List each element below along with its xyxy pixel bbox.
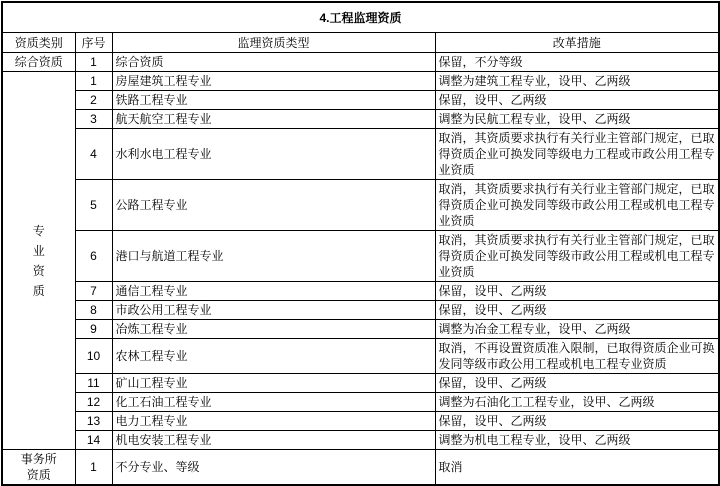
cell-measure: 保留，设甲、乙两级 [435,301,719,320]
cell-type: 市政公用工程专业 [112,301,435,320]
cell-measure: 调整为石油化工工程专业，设甲、乙两级 [435,393,719,412]
cell-seq: 1 [75,72,112,91]
cell-measure: 调整为民航工程专业，设甲、乙两级 [435,110,719,129]
table-row [2,129,719,180]
table-row [2,431,719,450]
cell-type: 农林工程专业 [112,339,435,374]
cell-measure: 取消，其资质要求执行有关行业主管部门规定，已取得资质企业可换发同等级电力工程或市政公用工程专业资质 [435,129,719,180]
cell-measure: 调整为建筑工程专业，设甲、乙两级 [435,72,719,91]
table-row [2,450,719,486]
cell-seq: 2 [75,91,112,110]
cell-type: 矿山工程专业 [112,374,435,393]
table-row [2,110,719,129]
cell-seq: 10 [75,339,112,374]
cell-type: 房屋建筑工程专业 [112,72,435,91]
table-row [2,301,719,320]
table-row [2,339,719,374]
cell-measure: 取消，其资质要求执行有关行业主管部门规定，已取得资质企业可换发同等级市政公用工程或机电工程专业资质 [435,180,719,231]
cell-type: 综合资质 [112,53,435,72]
cell-type: 港口与航道工程专业 [112,231,435,282]
col-header-measure: 改革措施 [435,33,719,53]
firm-category-label: 事务所资质 [20,452,57,482]
cell-measure: 取消，不再设置资质准入限制，已取得资质企业可换发同等级市政公用工程或机电工程专业资质 [435,339,719,374]
title-row [2,2,719,33]
table-row [2,72,719,91]
cell-measure: 保留，不分等级 [435,53,719,72]
cell-seq: 4 [75,129,112,180]
cell-type: 冶炼工程专业 [112,320,435,339]
cell-measure: 保留，设甲、乙两级 [435,282,719,301]
table-row [2,393,719,412]
cell-type: 公路工程专业 [112,180,435,231]
col-header-category: 资质类别 [2,33,75,53]
cell-seq: 6 [75,231,112,282]
vertical-category-label: 专业资质 [32,223,45,298]
cell-measure: 取消，其资质要求执行有关行业主管部门规定，已取得资质企业可换发同等级市政公用工程或机电工程专业资质 [435,231,719,282]
cell-type: 不分专业、等级 [112,450,435,486]
table-row [2,180,719,231]
table-row [2,91,719,110]
table-row [2,282,719,301]
cell-seq: 13 [75,412,112,431]
header-row [2,33,719,53]
table-row [2,320,719,339]
table-row [2,53,719,72]
qualification-table [1,1,720,486]
cell-seq: 3 [75,110,112,129]
cell-measure: 调整为机电工程专业，设甲、乙两级 [435,431,719,450]
cell-seq: 1 [75,53,112,72]
cell-seq: 7 [75,282,112,301]
cell-measure: 保留，设甲、乙两级 [435,374,719,393]
cell-seq: 14 [75,431,112,450]
table-row [2,231,719,282]
col-header-seq: 序号 [75,33,112,53]
cell-seq: 8 [75,301,112,320]
cell-type: 铁路工程专业 [112,91,435,110]
cell-type: 通信工程专业 [112,282,435,301]
cell-seq: 12 [75,393,112,412]
cell-measure: 保留，设甲、乙两级 [435,91,719,110]
cell-type: 航天航空工程专业 [112,110,435,129]
cell-seq: 11 [75,374,112,393]
cell-type: 电力工程专业 [112,412,435,431]
page-title: 4.工程监理资质 [2,2,719,33]
cell-category-professional [2,72,75,450]
cell-measure: 取消 [435,450,719,486]
cell-seq: 1 [75,450,112,486]
cell-seq: 5 [75,180,112,231]
cell-category-comprehensive: 综合资质 [2,53,75,72]
cell-type: 水利水电工程专业 [112,129,435,180]
cell-type: 化工石油工程专业 [112,393,435,412]
cell-type: 机电安装工程专业 [112,431,435,450]
cell-seq: 9 [75,320,112,339]
col-header-type: 监理资质类型 [112,33,435,53]
cell-category-firm [2,450,75,486]
table-row [2,374,719,393]
table-row [2,412,719,431]
cell-measure: 调整为冶金工程专业，设甲、乙两级 [435,320,719,339]
cell-measure: 保留，设甲、乙两级 [435,412,719,431]
